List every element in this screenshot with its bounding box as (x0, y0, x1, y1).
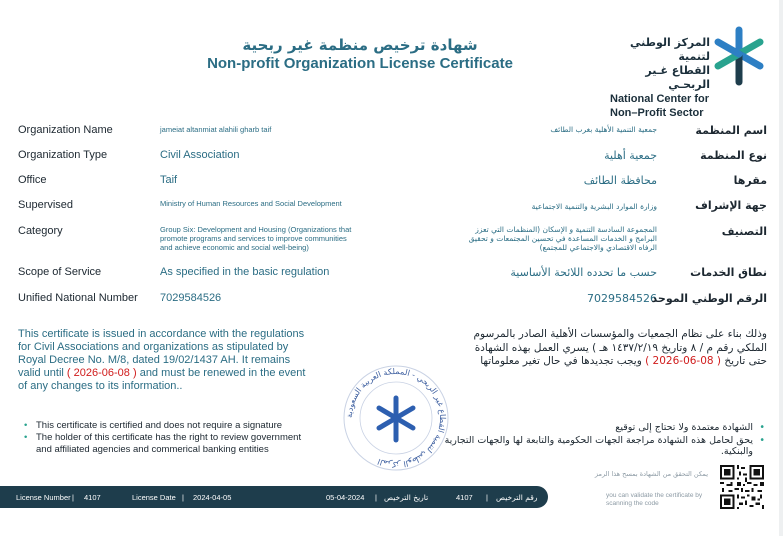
footer-separator: | (182, 493, 184, 502)
logo-en-line1: National Center for (610, 93, 710, 105)
label-unified-national-number: Unified National Number (18, 292, 138, 304)
value-category-en: Group Six: Development and Housing (Organizations that promote programs and services to improve communities and achieve economic and social well-being) (160, 225, 352, 252)
value-office-ar: محافظة الطائف (583, 174, 657, 187)
verify-text-ar: يمكن التحقق من الشهادة بمسح هذا الرمز (594, 470, 708, 478)
validity-text-ar-2: ويجب تجديدها في حال تغير معلوماتها (480, 355, 646, 367)
notes-list-en (24, 420, 314, 455)
validity-text-ar-1: وذلك بناء على نظام الجمعيات والمؤسسات الأهلية الصادر بالمرسوم الملكي رقم م / ٨ وتاريخ ١٤٣٧/٢/١٩ هـ ) يسري العمل بهذه الشهادة حتى تاريخ (473, 328, 767, 367)
label-organization-type-ar: نوع المنظمة (700, 149, 767, 162)
validity-text-en-1: This certificate is issued in accordance with the regulations for Civil Associations and organizations as stipulated by Royal Decree No. M/8, dated 19/02/1437 AH. It remains valid until (18, 328, 305, 379)
license-number-label-en: License Number (16, 493, 71, 502)
value-supervised-en: Ministry of Human Resources and Social Development (160, 199, 342, 208)
label-office-ar: مقرها (733, 174, 767, 187)
logo-text (610, 36, 710, 120)
footer-separator: | (375, 493, 377, 502)
value-scope-ar: حسب ما تحدده اللائحة الأساسية (510, 266, 657, 279)
label-supervised: Supervised (18, 199, 74, 211)
value-organization-name-ar: جمعية التنمية الأهلية بغرب الطائف (550, 125, 657, 134)
value-supervised-ar: وزارة الموارد البشرية والتنمية الاجتماعية (531, 202, 657, 211)
validity-date-en: ( 2026-06-08 ) (66, 367, 137, 379)
title-arabic: شهادة ترخيص منظمة غير ربحية (242, 36, 478, 54)
license-date-ar-value: 05-04-2024 (326, 493, 365, 502)
value-organization-type-ar: جمعية أهلية (604, 149, 657, 162)
value-unified-number-ar: 7029584526 (587, 292, 657, 305)
logo-ar-line1: المركز الوطني لتنمية (630, 36, 710, 63)
qr-code-icon[interactable] (720, 465, 764, 509)
ncnp-star-icon (712, 24, 766, 88)
label-category-ar: التصنيف (721, 225, 767, 238)
license-footer-bar (0, 486, 548, 508)
validity-paragraph-en (18, 328, 308, 393)
note-en-2: • The holder of this certificate has the right to review government (24, 432, 314, 443)
label-organization-name: Organization Name (18, 124, 113, 136)
value-organization-type-en: Civil Association (160, 149, 240, 161)
license-date-label-en: License Date (132, 493, 176, 502)
label-scope-of-service-ar: نطاق الخدمات (690, 266, 767, 279)
note-ar-2: • يحق لحامل هذه الشهادة مراجعة الجهات الحكومية والتابعة لها والجهات التجارية والبنكية. (435, 435, 765, 458)
license-date-label-ar: تاريخ الترخيص (384, 493, 429, 502)
label-office: Office (18, 174, 47, 186)
label-scope-of-service: Scope of Service (18, 266, 102, 278)
label-category: Category (18, 225, 63, 237)
label-organization-type: Organization Type (18, 149, 108, 161)
value-office-en: Taif (160, 174, 178, 186)
page-edge (779, 0, 783, 536)
license-date-en: 2024-04-05 (193, 493, 232, 502)
label-unified-national-number-ar: الرقم الوطني الموحد (651, 292, 767, 305)
license-number-en: 4107 (84, 493, 101, 502)
logo-en-line2: Non–Profit Sector (610, 107, 704, 119)
stamp-text: المركز الوطني لتنمية القطاع غير الربحي - المملكة العربية السعودية (344, 366, 448, 470)
footer-separator: | (72, 493, 74, 502)
notes-list-ar (435, 422, 765, 459)
label-organization-name-ar: اسم المنظمة (695, 124, 767, 137)
license-number-label-ar: رقم الترخيص (496, 493, 538, 502)
verify-note (594, 470, 708, 508)
validity-text-en-2: and must be renewed in the event of any changes to its information.. (18, 367, 306, 392)
note-en-1: • This certificate is certified and does not require a signature (24, 420, 314, 431)
footer-separator: | (486, 493, 488, 502)
value-unified-number-en: 7029584526 (160, 292, 222, 304)
label-supervised-ar: جهة الإشراف (695, 199, 767, 212)
verify-text-en: you can validate the certificate by scanning the code (606, 492, 703, 507)
value-category-ar: المجموعة السادسة التنمية و الإسكان (المنظمات التي تعزز البرامج و الخدمات المساعدة في تحسين المجتمعات و تحقيق الرفاه الاقتصادي والاجتماعي للمجتمع) (468, 225, 657, 252)
validity-date-ar: ( 2026-06-08 ) (645, 355, 722, 367)
note-ar-1: • الشهادة معتمدة ولا تحتاج إلى توقيع (435, 422, 765, 434)
title-english: Non-profit Organization License Certificate (207, 55, 513, 72)
license-number-ar-value: 4107 (456, 493, 473, 502)
validity-paragraph-ar (467, 328, 767, 369)
note-en-2-continued: and affiliated agencies and commerical banking entities (36, 444, 269, 455)
value-organization-name-en: jameiat altanmiat alahili gharb taif (160, 125, 272, 134)
logo-ar-line2: القطاع غـير الربحـي (645, 64, 710, 91)
value-scope-en: As specified in the basic regulation (160, 266, 330, 278)
ncnp-seal-icon (340, 362, 452, 474)
